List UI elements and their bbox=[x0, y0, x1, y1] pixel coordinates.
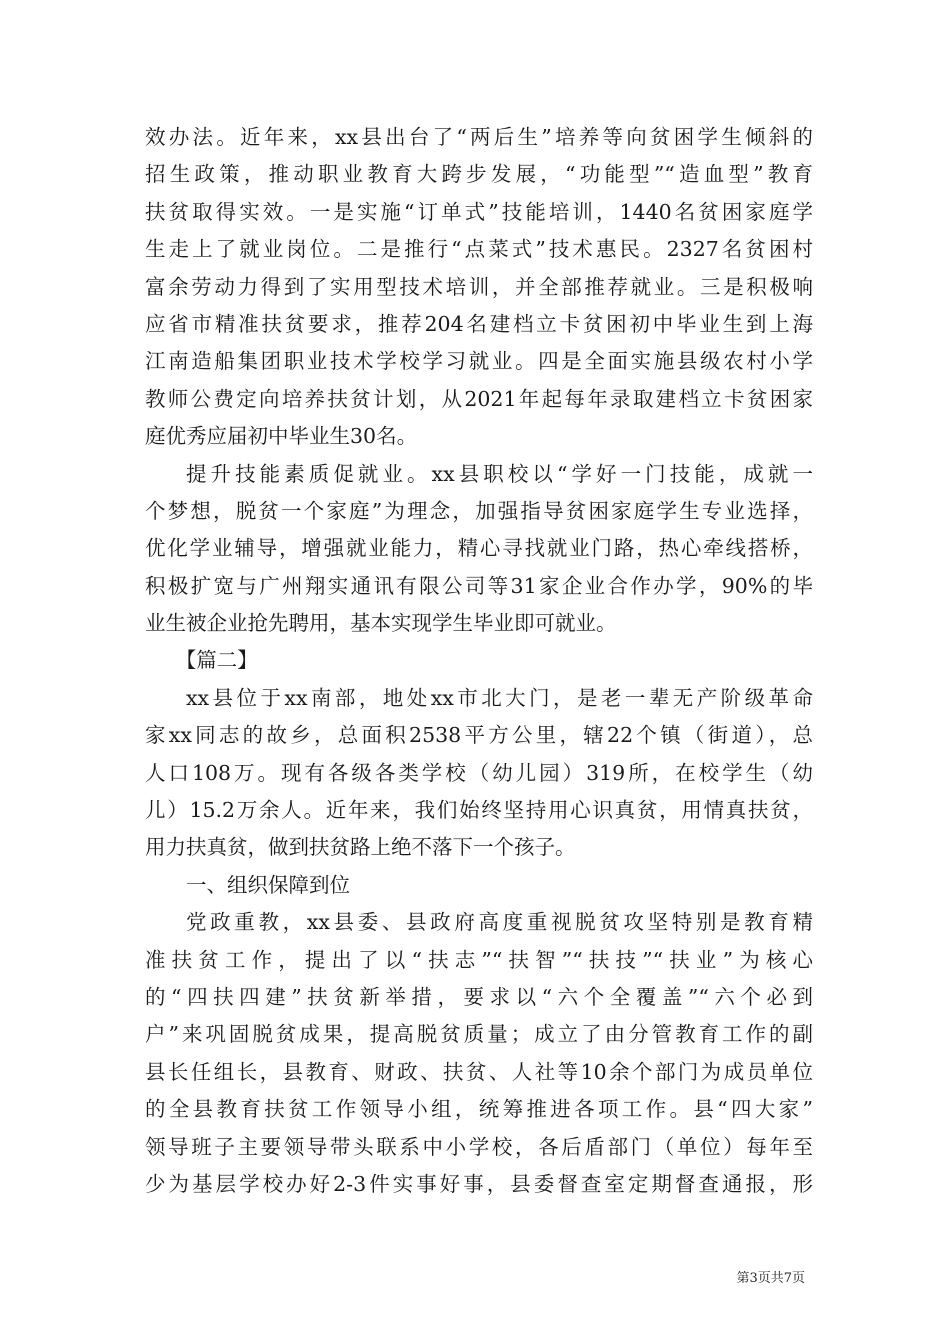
text-line: 的全县教育扶贫工作领导小组，统筹推进各项工作。县“四大家” bbox=[145, 1097, 813, 1122]
page-footer: 第3页共7页 bbox=[736, 1271, 805, 1286]
body-text bbox=[145, 119, 813, 1203]
text-line: 领导班子主要领导带头联系中小学校，各后盾部门（单位）每年至 bbox=[145, 1134, 813, 1159]
text-line: 用力扶真贫，做到扶贫路上绝不落下一个孩子。 bbox=[145, 835, 576, 860]
text-line: 准扶贫工作，提出了以“扶志”“扶智”“扶技”“扶业”为核心 bbox=[145, 947, 813, 972]
text-line: 人口108万。现有各级各类学校（幼儿园）319所，在校学生（幼 bbox=[145, 760, 813, 785]
text-line: 县长任组长，县教育、财政、扶贫、人社等10余个部门为成员单位 bbox=[145, 1059, 813, 1084]
text-line: 的“四扶四建”扶贫新举措，要求以“六个全覆盖”“六个必到 bbox=[145, 984, 813, 1009]
text-line: 积极扩宽与广州翔实通讯有限公司等31家企业合作办学，90%的毕 bbox=[145, 573, 813, 598]
text-line: 业生被企业抢先聘用，基本实现学生毕业即可就业。 bbox=[145, 611, 617, 636]
text-line: 家xx同志的故乡，总面积2538平方公里，辖22个镇（街道），总 bbox=[145, 723, 813, 748]
text-line: 庭优秀应届初中毕业生30名。 bbox=[145, 424, 418, 449]
text-line: 提升技能素质促就业。xx县职校以“学好一门技能，成就一 bbox=[186, 461, 813, 486]
text-line: 富余劳动力得到了实用型技术培训，并全部推荐就业。三是积极响 bbox=[145, 274, 813, 299]
text-line: 应省市精准扶贫要求，推荐204名建档立卡贫困初中毕业生到上海 bbox=[145, 311, 813, 336]
text-line: 江南造船集团职业技术学校学习就业。四是全面实施县级农村小学 bbox=[145, 349, 813, 374]
text-line: 效办法。近年来，xx县出台了“两后生”培养等向贫困学生倾斜的 bbox=[145, 125, 813, 149]
text-line: 户”来巩固脱贫成果，提高脱贫质量；成立了由分管教育工作的副 bbox=[145, 1022, 813, 1047]
text-line: 一、组织保障到位 bbox=[186, 872, 350, 897]
text-line: 优化学业辅导，增强就业能力，精心寻找就业门路，热心牵线搭桥， bbox=[145, 536, 813, 561]
text-line: 儿）15.2万余人。近年来，我们始终坚持用心识真贫，用情真扶贫， bbox=[145, 798, 813, 823]
text-line: 【篇二】 bbox=[175, 648, 258, 673]
text-line: xx县位于xx南部，地处xx市北大门，是老一辈无产阶级革命 bbox=[186, 685, 813, 710]
text-line: 个梦想，脱贫一个家庭”为理念，加强指导贫困家庭学生专业选择， bbox=[145, 498, 813, 523]
text-line: 教师公费定向培养扶贫计划，从2021年起每年录取建档立卡贫困家 bbox=[145, 386, 813, 411]
text-line: 少为基层学校办好2-3件实事好事，县委督查室定期督查通报，形 bbox=[145, 1171, 813, 1196]
text-line: 党政重教，xx县委、县政府高度重视脱贫攻坚特别是教育精 bbox=[186, 910, 813, 935]
text-line: 生走上了就业岗位。二是推行“点菜式”技术惠民。2327名贫困村 bbox=[145, 237, 813, 262]
text-line: 扶贫取得实效。一是实施“订单式”技能培训，1440名贫困家庭学 bbox=[145, 199, 813, 224]
text-line: 招生政策，推动职业教育大跨步发展，“功能型”“造血型”教育 bbox=[145, 162, 813, 187]
